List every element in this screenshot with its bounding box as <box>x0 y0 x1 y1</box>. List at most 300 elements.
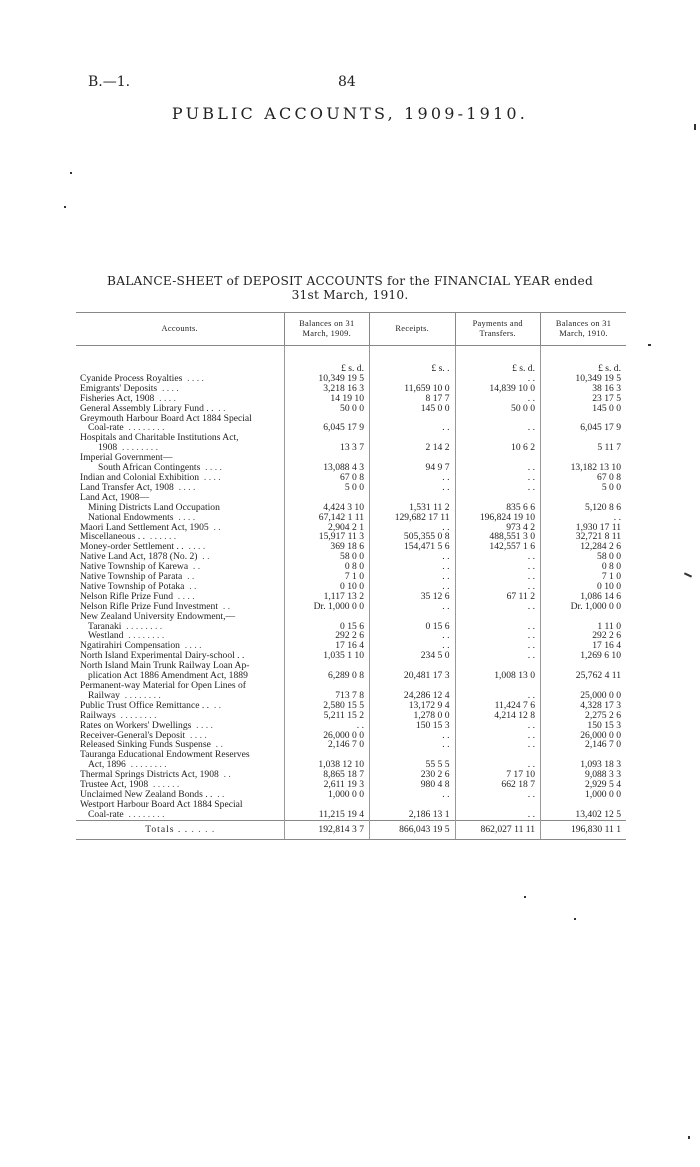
payments-cell: 142,557 1 6 <box>455 542 541 552</box>
account-name: Railways <box>80 710 116 721</box>
account-name: Westport Harbour Board Act 1884 Special <box>80 799 243 810</box>
account-name: Westland <box>88 631 124 642</box>
receipts-cell <box>370 414 456 424</box>
payments-cell: . . <box>455 483 541 493</box>
balances-1910-cell: 2,275 2 6 <box>585 710 621 721</box>
balances-1909-cell: 0 8 0 <box>284 562 370 572</box>
page-title: PUBLIC ACCOUNTS, 1909-1910. <box>171 104 529 123</box>
payments-cell: 14,839 10 0 <box>455 384 541 394</box>
leader-dots: . . . . . . <box>149 532 177 543</box>
account-name: National Endowments <box>88 512 174 523</box>
payments-cell: . . <box>455 810 541 820</box>
account-name: Native Township of Karewa <box>80 562 189 573</box>
unit-cell <box>76 346 284 374</box>
balances-1910-cell: 25,000 0 0 <box>580 690 621 701</box>
unit-cell: £ s. d. <box>455 346 541 374</box>
table-row <box>76 721 626 731</box>
balances-1909-cell: 17 16 4 <box>284 641 370 651</box>
leader-dots: . . . . <box>161 383 179 394</box>
balances-1909-cell <box>284 612 370 622</box>
table-row <box>76 602 626 612</box>
account-name-cell <box>76 542 284 552</box>
receipts-cell: . . <box>370 423 456 433</box>
payments-cell: . . <box>455 374 541 384</box>
leader-dots: . . . . <box>188 542 206 553</box>
leader-dots: . . <box>213 700 222 711</box>
account-name-cell <box>76 384 284 394</box>
header-left: B.—1. <box>88 74 131 90</box>
payments-cell <box>455 612 541 622</box>
leader-dots: . . <box>192 562 201 573</box>
totals-label <box>76 820 284 839</box>
account-name-cell <box>76 572 284 582</box>
account-name: Fisheries Act, 1908 <box>80 393 155 404</box>
receipts-cell: 11,659 10 0 <box>370 384 456 394</box>
balances-1910-cell: 1,000 0 0 <box>585 789 621 800</box>
leader-dots: . . . . <box>178 512 196 523</box>
leader-dots: . . . . <box>189 730 207 741</box>
balances-1910-cell: 10,349 19 5 <box>575 373 621 384</box>
account-name-cell <box>76 701 284 711</box>
table-row <box>76 562 626 572</box>
table-row <box>76 463 626 473</box>
receipts-cell: 35 12 6 <box>370 592 456 602</box>
balances-1910-cell: . . <box>613 512 621 523</box>
balances-1910-cell <box>541 661 627 671</box>
account-name-cell <box>76 711 284 721</box>
totals-row <box>76 820 626 839</box>
table-row <box>76 740 626 750</box>
table-row <box>76 622 626 632</box>
balances-1909-cell: 2,146 7 0 <box>284 740 370 750</box>
totals-balances-1909: 192,814 3 7 <box>284 820 370 839</box>
payments-cell: 1,008 13 0 <box>455 671 541 681</box>
table-row <box>76 423 626 433</box>
unit-cell: £ s. . <box>370 346 456 374</box>
balances-1910-cell: 0 10 0 <box>597 581 621 592</box>
balances-1910-cell: 2,929 5 4 <box>585 780 621 790</box>
table-row <box>76 433 626 443</box>
account-name: Imperial Government— <box>80 453 173 464</box>
leader-dots: . . . . <box>196 720 213 731</box>
table-row <box>76 731 626 741</box>
account-name: Hospitals and Charitable Institutions Act, <box>80 433 239 444</box>
unit-cell: £ s. d. <box>284 346 370 374</box>
account-name: Public Trust Office Remittance . . <box>80 700 210 711</box>
receipts-cell: 8 17 7 <box>370 394 456 404</box>
account-name-cell <box>76 443 284 453</box>
balances-1910-cell: 0 8 0 <box>601 562 621 573</box>
sheet-title-line2: 31st March, 1910. <box>291 288 409 302</box>
account-name-cell <box>76 631 284 641</box>
payments-cell: . . <box>455 552 541 562</box>
account-name-cell <box>76 552 284 562</box>
account-name-cell <box>76 780 284 790</box>
receipts-cell: . . <box>370 483 456 493</box>
receipts-cell: 94 9 7 <box>370 463 456 473</box>
account-name-cell <box>76 592 284 602</box>
payments-cell: . . <box>455 463 541 473</box>
balances-1909-cell <box>284 661 370 671</box>
receipts-cell <box>370 750 456 760</box>
balances-1909-cell: 369 18 6 <box>284 542 370 552</box>
leader-dots: . . . . . . <box>152 780 180 790</box>
scan-speck <box>688 1136 690 1139</box>
balances-1909-cell <box>284 453 370 463</box>
payments-cell <box>455 493 541 503</box>
table-row <box>76 513 626 523</box>
table-row <box>76 493 626 503</box>
balances-1909-cell: 4,424 3 10 <box>284 503 370 513</box>
account-name-cell <box>76 671 284 681</box>
table-row <box>76 582 626 592</box>
table-row <box>76 552 626 562</box>
account-name-cell <box>76 523 284 533</box>
account-name: Thermal Springs Districts Act, 1908 <box>80 770 219 781</box>
sheet-title-line1: BALANCE-SHEET of DEPOSIT ACCOUNTS for the FINANCIAL YEAR ended <box>107 274 593 288</box>
table-row <box>76 414 626 424</box>
leader-dots: . . . . <box>184 641 202 652</box>
account-name: South African Contingents <box>98 463 201 473</box>
leader-dots: . . <box>222 601 231 612</box>
balances-1909-cell: 3,218 16 3 <box>284 384 370 394</box>
balances-1910-cell: 12,284 2 6 <box>580 542 621 553</box>
payments-cell: 7 17 10 <box>455 770 541 780</box>
balances-1909-cell: 13 3 7 <box>284 443 370 453</box>
account-name-cell <box>76 721 284 731</box>
table-row <box>76 800 626 810</box>
account-name-cell <box>76 493 284 503</box>
account-name-cell <box>76 503 284 513</box>
table-row <box>76 592 626 602</box>
receipts-cell: . . <box>370 740 456 750</box>
balances-1910-cell: 1,269 6 10 <box>580 651 621 662</box>
account-name: Native Township of Potaka <box>80 581 185 592</box>
balances-1909-cell: 1,038 12 10 <box>284 760 370 770</box>
receipts-cell: . . <box>370 523 456 533</box>
balances-1910-cell: 13,182 13 10 <box>570 463 621 473</box>
receipts-cell <box>370 493 456 503</box>
account-name: General Assembly Library Fund . . <box>80 403 214 414</box>
balances-1909-cell: 67,142 1 11 <box>284 513 370 523</box>
receipts-cell: . . <box>370 602 456 612</box>
payments-cell: 50 0 0 <box>455 404 541 414</box>
account-name: Native Township of Parata <box>80 572 183 582</box>
balances-1909-cell: 0 15 6 <box>284 622 370 632</box>
leader-dots: . . <box>215 740 223 751</box>
balances-1909-cell: 67 0 8 <box>284 473 370 483</box>
account-name-cell <box>76 691 284 701</box>
payments-cell: . . <box>455 631 541 641</box>
leader-dots: . . <box>217 789 225 800</box>
table-row <box>76 394 626 404</box>
receipts-cell <box>370 800 456 810</box>
sheet-title <box>100 274 600 302</box>
balances-1910-cell <box>541 681 627 691</box>
table-row <box>76 374 626 384</box>
leader-dots: . . . . . . . . <box>128 631 165 642</box>
leader-dots: . . . . <box>187 373 204 384</box>
leader-dots: . . <box>213 522 221 533</box>
account-name-cell <box>76 770 284 780</box>
leader-dots: . . <box>218 403 226 414</box>
table-row <box>76 453 626 463</box>
payments-cell: . . <box>455 602 541 612</box>
account-name-cell <box>76 423 284 433</box>
totals-balances-1910: 196,830 11 1 <box>541 820 627 839</box>
account-name: Nelson Rifle Prize Fund <box>80 591 173 602</box>
balances-1910-cell <box>541 750 627 760</box>
account-name-cell <box>76 602 284 612</box>
payments-cell: . . <box>455 582 541 592</box>
receipts-cell: . . <box>370 731 456 741</box>
scan-speck <box>64 206 66 208</box>
account-name-cell <box>76 731 284 741</box>
balances-1910-cell: 26,000 0 0 <box>580 730 621 741</box>
account-name-cell <box>76 612 284 622</box>
account-name: Emigrants' Deposits <box>80 383 158 394</box>
balances-1910-cell <box>541 453 627 463</box>
balances-1909-cell: 26,000 0 0 <box>284 731 370 741</box>
account-name-cell <box>76 582 284 592</box>
unit-cell: £ s. d. <box>598 363 621 374</box>
leader-dots: . . . . . . . . <box>126 621 163 632</box>
payments-cell: . . <box>455 790 541 800</box>
account-name-cell <box>76 463 284 473</box>
receipts-cell: 980 4 8 <box>370 780 456 790</box>
payments-cell <box>455 433 541 443</box>
table-row <box>76 661 626 671</box>
leader-dots: . . . . . . . . <box>121 443 158 454</box>
account-name: North Island Main Trunk Railway Loan Ap- <box>80 661 250 672</box>
balances-1909-cell: 5 0 0 <box>284 483 370 493</box>
balances-1910-cell: 2,146 7 0 <box>585 740 621 751</box>
payments-cell: 196,824 19 10 <box>455 513 541 523</box>
account-name-cell <box>76 661 284 671</box>
table-row <box>76 523 626 533</box>
balances-1910-cell: 145 0 0 <box>592 403 621 414</box>
leader-dots: . . <box>202 552 210 563</box>
receipts-cell: 2,186 13 1 <box>370 810 456 820</box>
payments-cell: . . <box>455 562 541 572</box>
account-name-cell <box>76 404 284 414</box>
table-header-row <box>76 313 626 346</box>
leader-dots: . . . . <box>177 591 195 602</box>
account-name-cell <box>76 473 284 483</box>
table-row <box>76 503 626 513</box>
payments-cell: . . <box>455 721 541 731</box>
receipts-cell: 20,481 17 3 <box>370 671 456 681</box>
account-name: Released Sinking Funds Suspense <box>80 740 211 751</box>
account-name-cell <box>76 760 284 770</box>
balances-1909-cell: 1,035 1 10 <box>284 651 370 661</box>
balances-1910-cell: 1,093 18 3 <box>580 760 621 771</box>
balances-1910-cell: 17 16 4 <box>592 641 621 652</box>
payments-cell <box>455 453 541 463</box>
account-name: Rates on Workers' Dwellings <box>80 720 192 731</box>
payments-cell: . . <box>455 572 541 582</box>
table-row <box>76 651 626 661</box>
balances-1909-cell: 292 2 6 <box>284 631 370 641</box>
balances-1910-cell: 7 1 0 <box>601 572 621 582</box>
balances-1909-cell <box>284 493 370 503</box>
leader-dots: . . . . . . . . <box>128 423 165 434</box>
payments-cell: 10 6 2 <box>455 443 541 453</box>
receipts-cell: . . <box>370 562 456 572</box>
receipts-cell: 129,682 17 11 <box>370 513 456 523</box>
balances-1909-cell <box>284 433 370 443</box>
table-row <box>76 770 626 780</box>
receipts-cell: . . <box>370 473 456 483</box>
payments-cell: 835 6 6 <box>455 503 541 513</box>
payments-cell: . . <box>455 473 541 483</box>
scan-speck <box>684 572 692 577</box>
balances-1909-cell: 7 1 0 <box>284 572 370 582</box>
receipts-cell <box>370 374 456 384</box>
col-header-accounts: Accounts. <box>76 313 284 346</box>
receipts-cell: 154,471 5 6 <box>370 542 456 552</box>
table-row <box>76 671 626 681</box>
balances-1910-cell: 1 11 0 <box>597 621 621 632</box>
balances-1909-cell: 713 7 8 <box>284 691 370 701</box>
balance-sheet-table <box>76 312 626 840</box>
balances-1910-cell <box>541 414 627 424</box>
balances-1910-cell <box>541 433 627 443</box>
account-name: Maori Land Settlement Act, 1905 <box>80 522 209 533</box>
balances-1910-cell: 292 2 6 <box>592 631 621 642</box>
account-name: Indian and Colonial Exhibition <box>80 472 200 483</box>
payments-cell: 488,551 3 0 <box>455 532 541 542</box>
balances-1910-cell <box>541 800 627 810</box>
payments-cell <box>455 750 541 760</box>
receipts-cell: 0 15 6 <box>370 622 456 632</box>
receipts-cell: . . <box>370 631 456 641</box>
scan-speck <box>648 344 651 346</box>
balances-1909-cell: 14 19 10 <box>284 394 370 404</box>
col-header-balances-1909: Balances on 31 March, 1909. <box>284 313 370 346</box>
account-name-cell <box>76 810 284 820</box>
receipts-cell: 505,355 0 8 <box>370 532 456 542</box>
leader-dots: . . . . . . . . <box>124 690 161 701</box>
payments-cell: . . <box>455 651 541 661</box>
receipts-cell: 145 0 0 <box>370 404 456 414</box>
balances-1909-cell: 2,611 19 3 <box>284 780 370 790</box>
unit-row <box>76 346 626 374</box>
balances-1910-cell: 4,328 17 3 <box>580 700 621 711</box>
balances-1909-cell <box>284 414 370 424</box>
table-row <box>76 790 626 800</box>
balances-1910-cell: 9,088 3 3 <box>585 770 621 781</box>
payments-cell: . . <box>455 731 541 741</box>
balances-1909-cell: 10,349 19 5 <box>284 374 370 384</box>
account-name: North Island Experimental Dairy-school . . <box>80 651 245 662</box>
leader-dots: . . . . <box>178 482 196 493</box>
account-name-cell <box>76 394 284 404</box>
totals-label-text: Totals . . <box>145 823 189 835</box>
receipts-cell <box>370 661 456 671</box>
payments-cell: . . <box>455 691 541 701</box>
totals-receipts: 866,043 19 5 <box>370 820 456 839</box>
balances-1910-cell <box>541 493 627 503</box>
leader-dots: . . . . <box>205 463 222 473</box>
table-row <box>76 404 626 414</box>
receipts-cell: 2 14 2 <box>370 443 456 453</box>
account-name: Cyanide Process Royalties <box>80 373 183 384</box>
account-name: Coal-rate <box>88 809 124 820</box>
account-name-cell <box>76 622 284 632</box>
account-name: Land Act, 1908— <box>80 492 150 503</box>
leader-dots: . . <box>189 581 197 592</box>
balances-1910-cell <box>541 612 627 622</box>
leader-dots: . . . . <box>159 393 176 404</box>
account-name-cell <box>76 532 284 542</box>
receipts-cell: 13,172 9 4 <box>370 701 456 711</box>
account-name-cell <box>76 750 284 760</box>
table-row <box>76 641 626 651</box>
payments-cell: . . <box>455 423 541 433</box>
account-name: Land Transfer Act, 1908 <box>80 482 174 493</box>
table-row <box>76 701 626 711</box>
payments-cell <box>455 800 541 810</box>
account-name: Taranaki <box>88 621 122 632</box>
payments-cell: 11,424 7 6 <box>455 701 541 711</box>
balances-1910-cell: 32,721 8 11 <box>575 532 621 543</box>
scan-speck <box>70 172 72 174</box>
receipts-cell: 150 15 3 <box>370 721 456 731</box>
receipts-cell <box>370 612 456 622</box>
table-row <box>76 681 626 691</box>
balances-1909-cell: 6,289 0 8 <box>284 671 370 681</box>
receipts-cell: 234 5 0 <box>370 651 456 661</box>
table-row <box>76 542 626 552</box>
payments-cell <box>455 661 541 671</box>
leader-dots: . . . . . . . . <box>120 710 157 721</box>
balances-1910-cell: 58 0 0 <box>597 552 621 563</box>
leader-dots: . . . . <box>203 472 221 483</box>
balances-1910-cell: 67 0 8 <box>597 472 621 483</box>
balances-1909-cell <box>284 681 370 691</box>
table-row <box>76 483 626 493</box>
table-row <box>76 691 626 701</box>
scan-speck <box>694 124 696 130</box>
payments-cell: 67 11 2 <box>455 592 541 602</box>
account-name: Trustee Act, 1908 <box>80 780 149 790</box>
receipts-cell: . . <box>370 572 456 582</box>
account-name: Tauranga Educational Endowment Reserves <box>80 750 250 761</box>
scan-speck <box>574 918 576 920</box>
receipts-cell: . . <box>370 641 456 651</box>
balances-1909-cell: 2,904 2 1 <box>284 523 370 533</box>
payments-cell: . . <box>455 740 541 750</box>
account-name: Permanent-way Material for Open Lines of <box>80 681 246 691</box>
receipts-cell <box>370 681 456 691</box>
payments-cell: . . <box>455 394 541 404</box>
receipts-cell: . . <box>370 790 456 800</box>
col-header-balances-1910: Balances on 31 March, 1910. <box>541 313 627 346</box>
payments-cell: . . <box>455 760 541 770</box>
account-name-cell <box>76 681 284 691</box>
account-name-cell <box>76 374 284 384</box>
table-row <box>76 473 626 483</box>
table-row <box>76 532 626 542</box>
table-row <box>76 760 626 770</box>
receipts-cell: 230 2 6 <box>370 770 456 780</box>
account-name: Money-order Settlement . . <box>80 542 184 553</box>
totals-dots: . . . . <box>191 823 216 835</box>
balances-1909-cell: 0 10 0 <box>284 582 370 592</box>
col-header-payments: Payments and Transfers. <box>455 313 541 346</box>
account-name-cell <box>76 513 284 523</box>
